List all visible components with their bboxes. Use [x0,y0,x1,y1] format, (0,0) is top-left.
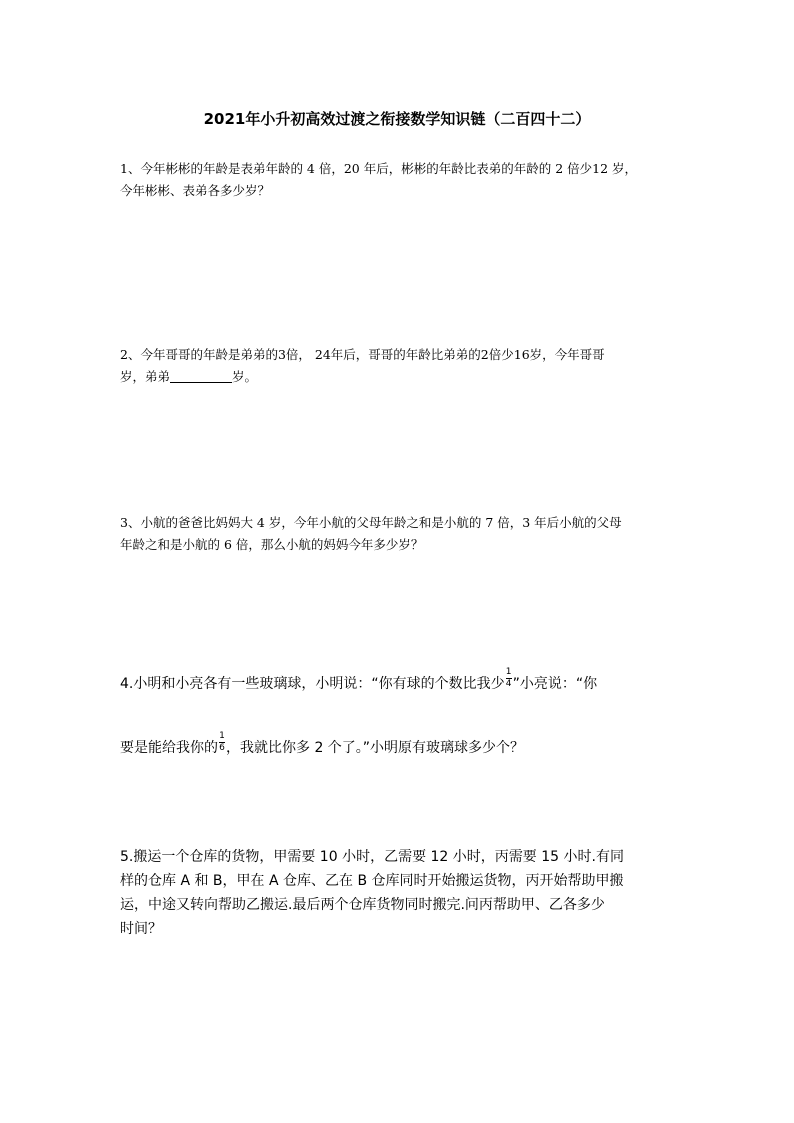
question-4-text-d: ，我就比你多 2 个了。”小明原有玻璃球多少个？ [226,740,525,756]
question-4-text-c: 要是能给我你的 [120,740,218,756]
question-4-text-a: 4.小明和小亮各有一些玻璃球，小明说：“你有球的个数比我少 [120,676,505,692]
question-2 [120,344,680,388]
question-3 [120,512,680,556]
question-5-line-3: 运，中途又转向帮助乙搬运.最后两个仓库货物同时搬完.问丙帮助甲、乙各多少 [120,897,605,913]
question-5-line-4: 时间？ [120,921,162,937]
fraction-denominator: 6 [219,743,225,753]
answer-blank [170,368,232,383]
question-1-line-2: 今年彬彬、表弟各多少岁？ [120,183,271,198]
question-5-line-1: 5.搬运一个仓库的货物，甲需要 10 小时，乙需要 12 小时，丙需要 15 小时.有同 [120,849,624,865]
question-2-text-a: 岁，弟弟 [120,369,171,384]
question-2-line-2 [120,366,680,388]
fraction-numerator: 1 [505,667,512,677]
question-4 [120,668,680,760]
fraction-one-sixth [219,732,225,753]
question-3-line-1: 3、小航的爸爸比妈妈大 4 岁，今年小航的父母年龄之和是小航的 7 倍，3 年后小航的父母 [120,515,622,530]
fraction-denominator: 4 [505,679,512,689]
question-3-line-2: 年龄之和是小航的 6 倍，那么小航的妈妈今年多少岁？ [120,537,424,552]
page-title: 2021年小升初高效过渡之衔接数学知识链（二百四十二） [203,110,591,128]
fraction-one-quarter [506,668,512,689]
question-4-line-2 [120,732,680,760]
question-1-line-1: 1、今年彬彬的年龄是表弟年龄的 4 倍，20 年后，彬彬的年龄比表弟的年龄的 2 倍少12 岁， [120,161,638,176]
question-1 [120,158,680,202]
question-4-line-1 [120,668,680,696]
question-2-line-1: 2、今年哥哥的年龄是弟弟的3倍， 24年后，哥哥的年龄比弟弟的2倍少16岁，今年哥哥 [120,347,605,362]
question-2-text-b: 岁。 [232,369,258,384]
question-5 [120,845,680,941]
fraction-numerator: 1 [219,731,225,741]
question-5-line-2: 样的仓库 A 和 B，甲在 A 仓库、乙在 B 仓库同时开始搬运货物，丙开始帮助甲搬 [120,873,624,889]
question-4-text-b: ”小亮说：“你 [512,676,598,692]
